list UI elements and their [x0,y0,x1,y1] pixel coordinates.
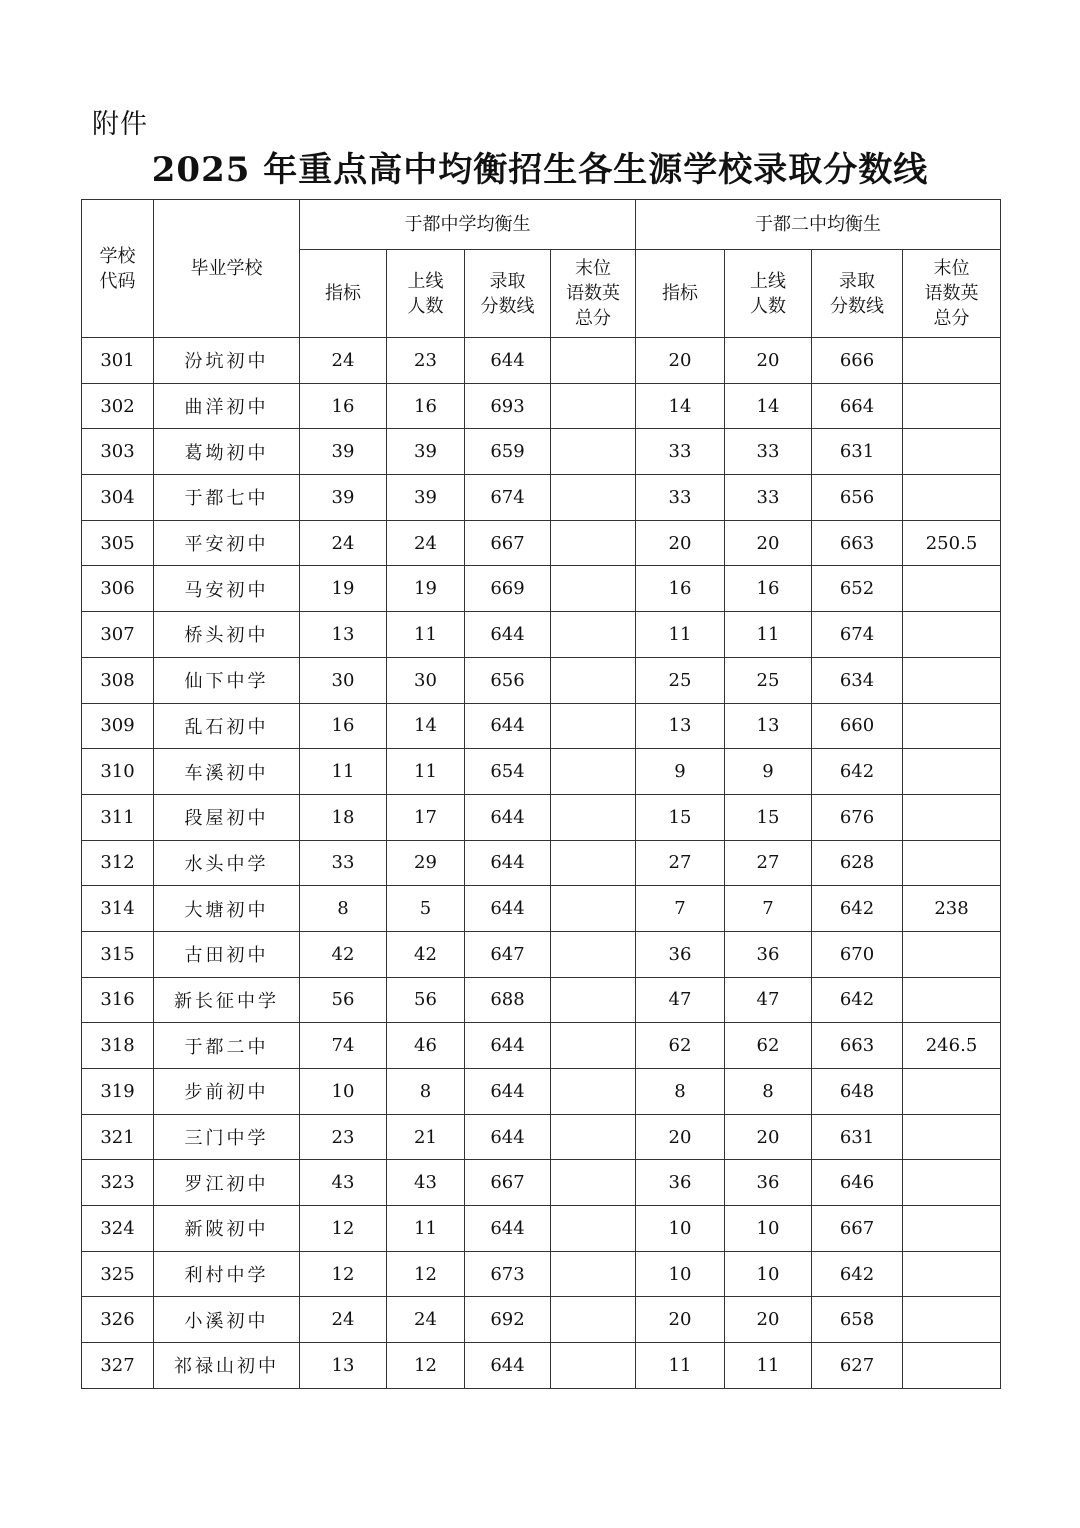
second-high-passed-cell: 20 [725,1114,812,1160]
school-code-cell: 302 [82,383,154,429]
yudu-quota-cell: 13 [300,612,387,658]
second-high-quota-cell: 14 [636,383,725,429]
second-high-quota-cell: 20 [636,338,725,384]
yudu-tiebreak-cell [551,1114,636,1160]
yudu-passed-cell: 14 [387,703,465,749]
second-high-tiebreak-cell [903,749,1001,795]
yudu-passed-cell: 19 [387,566,465,612]
yudu-tiebreak-cell [551,840,636,886]
yudu-tiebreak-cell [551,475,636,521]
second-high-cutoff-cell: 663 [812,520,903,566]
second-high-tiebreak-cell [903,1343,1001,1389]
school-name-cell: 利村中学 [154,1251,300,1297]
yudu-quota-cell: 43 [300,1160,387,1206]
yudu-quota-cell: 16 [300,383,387,429]
second-high-quota-cell: 7 [636,886,725,932]
second-high-cutoff-cell: 631 [812,429,903,475]
yudu-tiebreak-cell [551,1343,636,1389]
school-name-cell: 于都七中 [154,475,300,521]
table-row [82,1297,1001,1343]
second-high-quota-cell: 33 [636,429,725,475]
yudu-tiebreak-cell [551,1069,636,1115]
yudu-quota-cell: 24 [300,520,387,566]
school-name-cell: 曲洋初中 [154,383,300,429]
school-code-cell: 311 [82,794,154,840]
header-tiebreak-score: 末位 语数英 总分 [903,250,1001,338]
yudu-quota-cell: 13 [300,1343,387,1389]
second-high-quota-cell: 20 [636,520,725,566]
school-code-cell: 326 [82,1297,154,1343]
yudu-cutoff-cell: 644 [465,1069,551,1115]
header-cutoff-score: 录取 分数线 [465,250,551,338]
table-row [82,840,1001,886]
yudu-cutoff-cell: 656 [465,657,551,703]
yudu-tiebreak-cell [551,612,636,658]
table-row [82,657,1001,703]
table-row [82,749,1001,795]
second-high-cutoff-cell: 642 [812,977,903,1023]
second-high-passed-cell: 8 [725,1069,812,1115]
school-name-cell: 罗江初中 [154,1160,300,1206]
yudu-passed-cell: 12 [387,1343,465,1389]
admission-score-table [81,199,1001,1389]
yudu-tiebreak-cell [551,566,636,612]
header-cutoff-score: 录取 分数线 [812,250,903,338]
second-high-quota-cell: 36 [636,931,725,977]
second-high-tiebreak-cell [903,1297,1001,1343]
table-row [82,520,1001,566]
second-high-tiebreak-cell [903,383,1001,429]
header-group-yudu-high: 于都中学均衡生 [300,200,636,250]
second-high-tiebreak-cell [903,1160,1001,1206]
school-code-cell: 308 [82,657,154,703]
header-school-code: 学校 代码 [82,200,154,338]
yudu-passed-cell: 39 [387,429,465,475]
school-code-cell: 315 [82,931,154,977]
second-high-tiebreak-cell [903,1069,1001,1115]
school-code-cell: 323 [82,1160,154,1206]
second-high-passed-cell: 25 [725,657,812,703]
second-high-quota-cell: 10 [636,1251,725,1297]
second-high-cutoff-cell: 628 [812,840,903,886]
yudu-cutoff-cell: 644 [465,1343,551,1389]
school-name-cell: 古田初中 [154,931,300,977]
school-name-cell: 车溪初中 [154,749,300,795]
school-code-cell: 305 [82,520,154,566]
yudu-tiebreak-cell [551,886,636,932]
yudu-cutoff-cell: 644 [465,1206,551,1252]
yudu-passed-cell: 24 [387,520,465,566]
table-row [82,1206,1001,1252]
header-quota: 指标 [636,250,725,338]
second-high-tiebreak-cell [903,931,1001,977]
second-high-passed-cell: 9 [725,749,812,795]
school-code-cell: 312 [82,840,154,886]
school-name-cell: 水头中学 [154,840,300,886]
second-high-quota-cell: 20 [636,1297,725,1343]
yudu-quota-cell: 39 [300,429,387,475]
table-row [82,1023,1001,1069]
header-tiebreak-score: 末位 语数英 总分 [551,250,636,338]
yudu-passed-cell: 39 [387,475,465,521]
school-code-cell: 327 [82,1343,154,1389]
yudu-tiebreak-cell [551,1251,636,1297]
second-high-tiebreak-cell [903,840,1001,886]
second-high-tiebreak-cell [903,1114,1001,1160]
yudu-passed-cell: 11 [387,612,465,658]
second-high-quota-cell: 10 [636,1206,725,1252]
header-quota: 指标 [300,250,387,338]
yudu-passed-cell: 46 [387,1023,465,1069]
yudu-passed-cell: 21 [387,1114,465,1160]
second-high-cutoff-cell: 664 [812,383,903,429]
second-high-passed-cell: 14 [725,383,812,429]
yudu-quota-cell: 23 [300,1114,387,1160]
yudu-tiebreak-cell [551,931,636,977]
second-high-passed-cell: 36 [725,1160,812,1206]
second-high-passed-cell: 11 [725,1343,812,1389]
second-high-passed-cell: 11 [725,612,812,658]
second-high-cutoff-cell: 674 [812,612,903,658]
yudu-passed-cell: 12 [387,1251,465,1297]
school-code-cell: 309 [82,703,154,749]
second-high-quota-cell: 20 [636,1114,725,1160]
yudu-cutoff-cell: 654 [465,749,551,795]
yudu-passed-cell: 43 [387,1160,465,1206]
yudu-cutoff-cell: 659 [465,429,551,475]
yudu-quota-cell: 10 [300,1069,387,1115]
second-high-tiebreak-cell [903,794,1001,840]
second-high-cutoff-cell: 642 [812,1251,903,1297]
yudu-cutoff-cell: 644 [465,886,551,932]
second-high-cutoff-cell: 676 [812,794,903,840]
table-row [82,383,1001,429]
yudu-cutoff-cell: 673 [465,1251,551,1297]
school-code-cell: 306 [82,566,154,612]
second-high-cutoff-cell: 642 [812,749,903,795]
table-row [82,1114,1001,1160]
yudu-quota-cell: 18 [300,794,387,840]
yudu-passed-cell: 56 [387,977,465,1023]
second-high-quota-cell: 15 [636,794,725,840]
second-high-passed-cell: 33 [725,475,812,521]
yudu-tiebreak-cell [551,657,636,703]
school-code-cell: 321 [82,1114,154,1160]
second-high-passed-cell: 16 [725,566,812,612]
table-row [82,1069,1001,1115]
second-high-tiebreak-cell [903,566,1001,612]
second-high-tiebreak-cell [903,338,1001,384]
table-row [82,1160,1001,1206]
header-passed-count: 上线 人数 [387,250,465,338]
table-row [82,931,1001,977]
yudu-tiebreak-cell [551,749,636,795]
second-high-cutoff-cell: 670 [812,931,903,977]
yudu-quota-cell: 30 [300,657,387,703]
school-code-cell: 318 [82,1023,154,1069]
school-name-cell: 葛坳初中 [154,429,300,475]
header-row-groups [82,200,1001,250]
yudu-cutoff-cell: 644 [465,794,551,840]
school-code-cell: 324 [82,1206,154,1252]
yudu-passed-cell: 11 [387,749,465,795]
second-high-tiebreak-cell [903,1206,1001,1252]
school-code-cell: 310 [82,749,154,795]
second-high-quota-cell: 33 [636,475,725,521]
yudu-quota-cell: 39 [300,475,387,521]
yudu-passed-cell: 17 [387,794,465,840]
yudu-passed-cell: 29 [387,840,465,886]
school-code-cell: 307 [82,612,154,658]
second-high-passed-cell: 20 [725,520,812,566]
yudu-passed-cell: 30 [387,657,465,703]
second-high-cutoff-cell: 656 [812,475,903,521]
second-high-tiebreak-cell [903,475,1001,521]
table-row [82,703,1001,749]
school-name-cell: 平安初中 [154,520,300,566]
yudu-passed-cell: 16 [387,383,465,429]
yudu-tiebreak-cell [551,383,636,429]
header-school-name: 毕业学校 [154,200,300,338]
second-high-tiebreak-cell [903,1251,1001,1297]
yudu-quota-cell: 12 [300,1251,387,1297]
yudu-quota-cell: 16 [300,703,387,749]
school-code-cell: 316 [82,977,154,1023]
yudu-tiebreak-cell [551,520,636,566]
document-title: 2025 年重点高中均衡招生各生源学校录取分数线 [151,150,929,190]
school-name-cell: 段屋初中 [154,794,300,840]
second-high-passed-cell: 10 [725,1206,812,1252]
yudu-quota-cell: 33 [300,840,387,886]
second-high-passed-cell: 27 [725,840,812,886]
yudu-cutoff-cell: 667 [465,520,551,566]
school-name-cell: 仙下中学 [154,657,300,703]
second-high-quota-cell: 27 [636,840,725,886]
second-high-passed-cell: 20 [725,1297,812,1343]
table-row [82,475,1001,521]
yudu-passed-cell: 5 [387,886,465,932]
second-high-passed-cell: 20 [725,338,812,384]
table-row [82,886,1001,932]
second-high-cutoff-cell: 660 [812,703,903,749]
yudu-cutoff-cell: 644 [465,840,551,886]
school-code-cell: 301 [82,338,154,384]
second-high-quota-cell: 11 [636,612,725,658]
yudu-quota-cell: 12 [300,1206,387,1252]
yudu-quota-cell: 8 [300,886,387,932]
yudu-tiebreak-cell [551,1297,636,1343]
second-high-quota-cell: 11 [636,1343,725,1389]
table-row [82,794,1001,840]
school-name-cell: 乱石初中 [154,703,300,749]
school-name-cell: 祁禄山初中 [154,1343,300,1389]
yudu-passed-cell: 8 [387,1069,465,1115]
table-row [82,612,1001,658]
second-high-quota-cell: 47 [636,977,725,1023]
school-name-cell: 步前初中 [154,1069,300,1115]
school-code-cell: 304 [82,475,154,521]
yudu-tiebreak-cell [551,338,636,384]
school-code-cell: 303 [82,429,154,475]
second-high-tiebreak-cell: 250.5 [903,520,1001,566]
second-high-passed-cell: 13 [725,703,812,749]
second-high-tiebreak-cell [903,429,1001,475]
yudu-quota-cell: 42 [300,931,387,977]
yudu-cutoff-cell: 667 [465,1160,551,1206]
yudu-tiebreak-cell [551,977,636,1023]
school-name-cell: 于都二中 [154,1023,300,1069]
second-high-tiebreak-cell: 238 [903,886,1001,932]
table-row [82,566,1001,612]
header-passed-count: 上线 人数 [725,250,812,338]
second-high-cutoff-cell: 627 [812,1343,903,1389]
yudu-passed-cell: 11 [387,1206,465,1252]
second-high-cutoff-cell: 646 [812,1160,903,1206]
second-high-tiebreak-cell [903,977,1001,1023]
second-high-passed-cell: 33 [725,429,812,475]
yudu-cutoff-cell: 674 [465,475,551,521]
school-code-cell: 314 [82,886,154,932]
second-high-passed-cell: 15 [725,794,812,840]
annex-label: 附件 [92,109,148,140]
second-high-tiebreak-cell [903,612,1001,658]
second-high-passed-cell: 10 [725,1251,812,1297]
yudu-passed-cell: 23 [387,338,465,384]
yudu-cutoff-cell: 669 [465,566,551,612]
yudu-cutoff-cell: 644 [465,703,551,749]
table-row [82,429,1001,475]
school-code-cell: 325 [82,1251,154,1297]
table-row [82,1343,1001,1389]
yudu-cutoff-cell: 644 [465,338,551,384]
yudu-quota-cell: 24 [300,1297,387,1343]
yudu-quota-cell: 24 [300,338,387,384]
second-high-cutoff-cell: 648 [812,1069,903,1115]
second-high-passed-cell: 47 [725,977,812,1023]
table-body [82,338,1001,1389]
yudu-quota-cell: 74 [300,1023,387,1069]
header-group-yudu-second-high: 于都二中均衡生 [636,200,1001,250]
second-high-tiebreak-cell [903,657,1001,703]
yudu-quota-cell: 11 [300,749,387,795]
second-high-cutoff-cell: 666 [812,338,903,384]
school-name-cell: 马安初中 [154,566,300,612]
second-high-passed-cell: 7 [725,886,812,932]
second-high-passed-cell: 36 [725,931,812,977]
yudu-cutoff-cell: 644 [465,1023,551,1069]
second-high-cutoff-cell: 634 [812,657,903,703]
second-high-quota-cell: 16 [636,566,725,612]
yudu-cutoff-cell: 644 [465,1114,551,1160]
second-high-quota-cell: 25 [636,657,725,703]
second-high-quota-cell: 8 [636,1069,725,1115]
second-high-cutoff-cell: 663 [812,1023,903,1069]
second-high-quota-cell: 36 [636,1160,725,1206]
school-name-cell: 三门中学 [154,1114,300,1160]
second-high-cutoff-cell: 631 [812,1114,903,1160]
school-name-cell: 小溪初中 [154,1297,300,1343]
yudu-cutoff-cell: 692 [465,1297,551,1343]
yudu-tiebreak-cell [551,703,636,749]
yudu-tiebreak-cell [551,794,636,840]
yudu-cutoff-cell: 644 [465,612,551,658]
yudu-tiebreak-cell [551,1160,636,1206]
second-high-passed-cell: 62 [725,1023,812,1069]
table-row [82,1251,1001,1297]
second-high-quota-cell: 62 [636,1023,725,1069]
school-name-cell: 新长征中学 [154,977,300,1023]
second-high-tiebreak-cell: 246.5 [903,1023,1001,1069]
second-high-cutoff-cell: 642 [812,886,903,932]
school-name-cell: 新陂初中 [154,1206,300,1252]
yudu-passed-cell: 42 [387,931,465,977]
second-high-cutoff-cell: 658 [812,1297,903,1343]
school-name-cell: 桥头初中 [154,612,300,658]
table-row [82,977,1001,1023]
table-row [82,338,1001,384]
second-high-quota-cell: 9 [636,749,725,795]
yudu-quota-cell: 56 [300,977,387,1023]
yudu-tiebreak-cell [551,1206,636,1252]
second-high-quota-cell: 13 [636,703,725,749]
school-name-cell: 汾坑初中 [154,338,300,384]
yudu-tiebreak-cell [551,429,636,475]
yudu-cutoff-cell: 688 [465,977,551,1023]
second-high-cutoff-cell: 667 [812,1206,903,1252]
yudu-tiebreak-cell [551,1023,636,1069]
yudu-passed-cell: 24 [387,1297,465,1343]
school-name-cell: 大塘初中 [154,886,300,932]
second-high-cutoff-cell: 652 [812,566,903,612]
school-code-cell: 319 [82,1069,154,1115]
yudu-cutoff-cell: 693 [465,383,551,429]
second-high-tiebreak-cell [903,703,1001,749]
yudu-quota-cell: 19 [300,566,387,612]
yudu-cutoff-cell: 647 [465,931,551,977]
